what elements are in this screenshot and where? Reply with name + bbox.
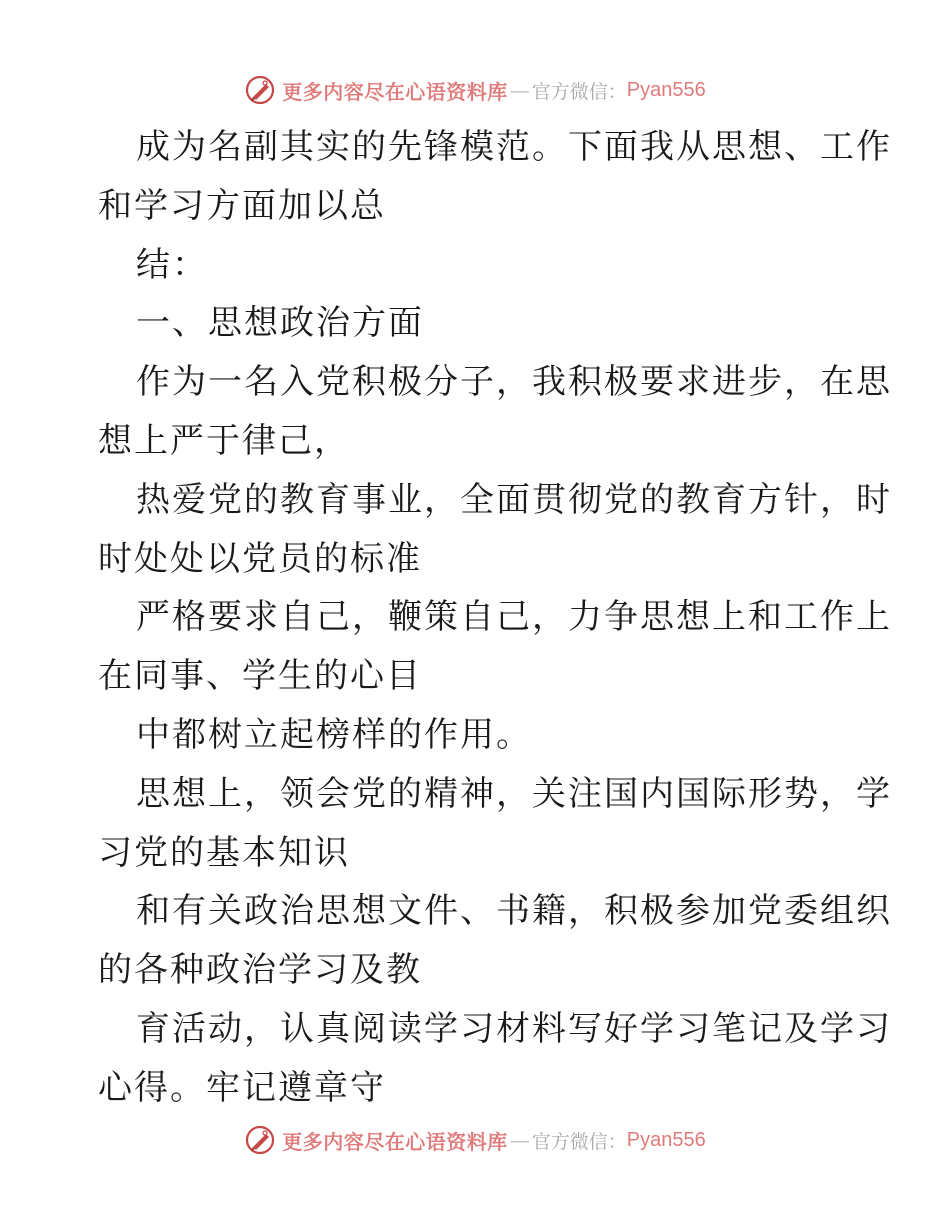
text-line: 思想上，领会党的精神，关注国内国际形势，学: [136, 773, 892, 814]
banner-wechat-id: Pyan556: [626, 1128, 706, 1151]
text-line: 作为一名入党积极分子，我积极要求进步，在思: [136, 362, 892, 403]
text-line: 习党的基本知识: [98, 832, 350, 873]
text-line: 育活动，认真阅读学习材料写好学习笔记及学习: [136, 1008, 892, 1049]
banner-wechat-label: 官方微信：: [531, 1130, 627, 1153]
text-line: 时处处以党员的标准: [98, 538, 422, 579]
banner-main-text: 更多内容尽在心语资料库: [282, 1129, 508, 1154]
text-line: 严格要求自己，鞭策自己，力争思想上和工作上: [136, 597, 892, 638]
text-line: 一、思想政治方面: [136, 303, 424, 344]
text-line: 热爱党的教育事业，全面贯彻党的教育方针，时: [136, 479, 892, 520]
pen-logo-icon: [244, 1124, 276, 1156]
text-line: 在同事、学生的心目: [98, 656, 422, 697]
header-watermark-banner: [0, 70, 950, 110]
banner-dash: —: [509, 1128, 530, 1152]
text-line: 中都树立起榜样的作用。: [136, 714, 532, 755]
text-line: 结：: [136, 244, 208, 285]
banner-main-text: 更多内容尽在心语资料库: [282, 79, 508, 104]
banner-dash: —: [509, 78, 530, 102]
document-body: [98, 118, 892, 1118]
text-line: 想上严于律己，: [98, 420, 350, 461]
text-line: 和学习方面加以总: [98, 185, 386, 226]
text-line: 成为名副其实的先锋模范。下面我从思想、工作: [136, 127, 892, 167]
text-line: 心得。牢记遵章守: [98, 1067, 386, 1108]
pen-logo-icon: [244, 74, 276, 106]
text-line: 和有关政治思想文件、书籍，积极参加党委组织: [136, 891, 892, 932]
footer-watermark-banner: [0, 1120, 950, 1160]
banner-wechat-label: 官方微信：: [531, 80, 627, 103]
banner-wechat-id: Pyan556: [626, 78, 706, 101]
text-line: 的各种政治学习及教: [98, 950, 422, 991]
